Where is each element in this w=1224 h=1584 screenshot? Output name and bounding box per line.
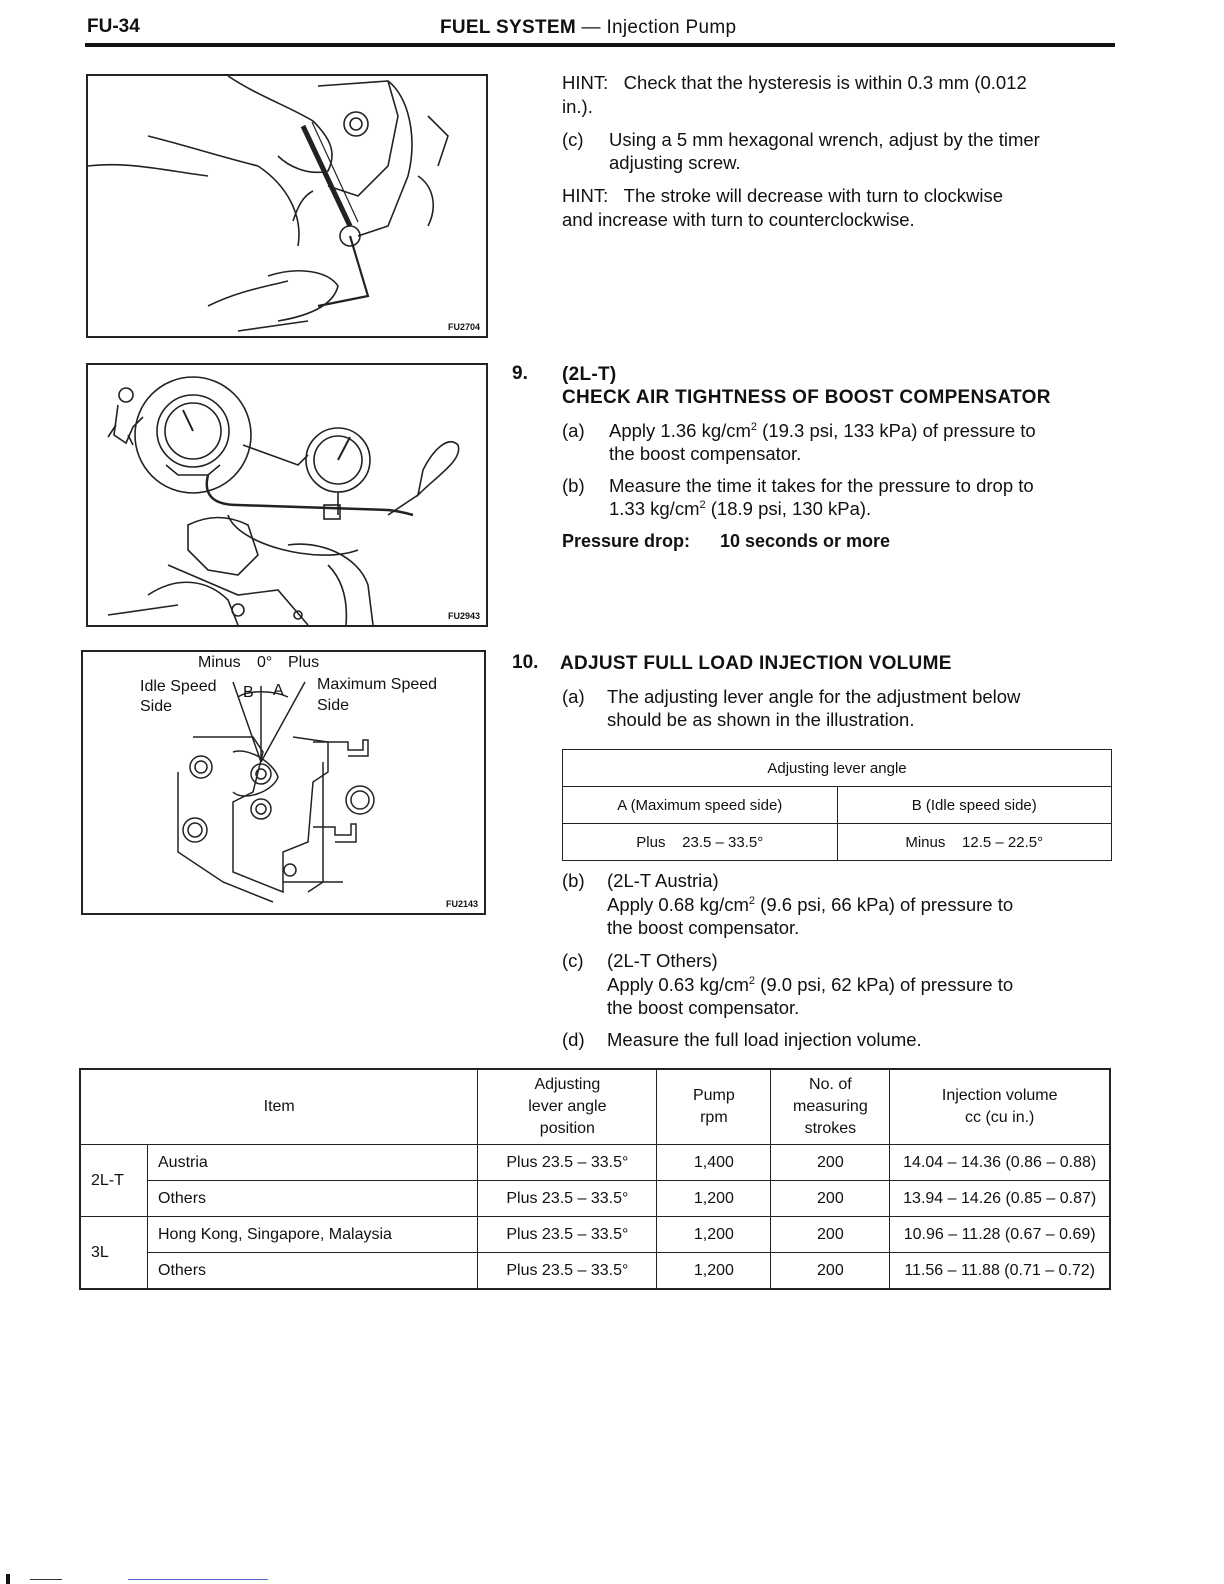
angle-cell: Plus 23.5 – 33.5° [478, 1145, 657, 1181]
step-10d-label: (d) [562, 1029, 585, 1050]
superscript: 2 [699, 499, 706, 511]
table-row [563, 750, 1112, 787]
step-9b-label: (b) [562, 475, 585, 496]
step-10a-label: (a) [562, 686, 585, 707]
step-10-title: ADJUST FULL LOAD INJECTION VOLUME [560, 653, 952, 674]
engine-cell: 3L [80, 1217, 148, 1290]
text-run: Apply 0.63 kg/cm [607, 974, 749, 995]
strokes-cell: 200 [771, 1181, 890, 1217]
header-injection-volume [890, 1069, 1110, 1145]
step-10d-text: Measure the full load injection volume. [607, 1029, 922, 1050]
wrench-illustration [88, 76, 486, 336]
volume-cell: 11.56 – 11.88 (0.71 – 0.72) [890, 1253, 1110, 1290]
step-10b-text [607, 893, 1013, 916]
section-title: FUEL SYSTEM [440, 17, 576, 38]
header-line: Injection volume [941, 1087, 1058, 1104]
header-line: No. of [809, 1076, 852, 1093]
figure-code: FU2704 [447, 322, 480, 332]
item-cell: Austria [148, 1145, 478, 1181]
figure-boost-gauge [86, 363, 488, 627]
header-lever-angle [478, 1069, 657, 1145]
step-10c-text [607, 973, 1013, 996]
text-run: (19.3 psi, 133 kPa) of pressure to [757, 420, 1036, 441]
label-idle-speed: Idle Speed [140, 678, 217, 695]
strokes-cell: 200 [771, 1253, 890, 1290]
scan-mark [6, 1574, 10, 1584]
hint-text: The stroke will decrease with turn to clockwise [623, 185, 1004, 206]
column-header-b: B (Idle speed side) [837, 787, 1112, 824]
spec-pressure-drop-label: Pressure drop: [562, 531, 691, 551]
figure-code: FU2143 [445, 899, 478, 909]
angle-a-cell [563, 824, 838, 861]
spec-pressure-drop-value: 10 seconds or more [720, 531, 891, 551]
step-10c-label: (c) [562, 950, 584, 971]
table-row [80, 1181, 1110, 1217]
rpm-cell: 1,200 [657, 1181, 771, 1217]
table-row [80, 1217, 1110, 1253]
hint-label: HINT: [562, 185, 609, 206]
step-9-title: CHECK AIR TIGHTNESS OF BOOST COMPENSATOR [562, 387, 1051, 408]
step-9-number: 9. [512, 363, 528, 384]
volume-cell: 10.96 – 11.28 (0.67 – 0.69) [890, 1217, 1110, 1253]
item-cell: Others [148, 1253, 478, 1290]
page-title [440, 17, 736, 39]
step-10-number: 10. [512, 652, 539, 673]
step-10b-model: (2L-T Austria) [607, 870, 719, 891]
header-line: rpm [700, 1109, 728, 1126]
strokes-cell: 200 [771, 1217, 890, 1253]
step-c-text: Using a 5 mm hexagonal wrench, adjust by the timer [609, 129, 1040, 150]
hint-stroke [562, 184, 1003, 207]
label-angle-b: B [243, 684, 254, 701]
figure-wrench-adjust [86, 74, 488, 338]
step-c-text-cont: adjusting screw. [609, 152, 741, 173]
table-row [80, 1253, 1110, 1290]
step-c-label: (c) [562, 129, 584, 150]
header-line: position [539, 1120, 595, 1137]
angle-prefix: Minus [905, 833, 946, 851]
superscript: 2 [750, 421, 758, 433]
label-minus: Minus [198, 654, 241, 671]
label-maximum-speed: Maximum Speed [317, 676, 438, 693]
rpm-cell: 1,400 [657, 1145, 771, 1181]
step-10c-text-cont: the boost compensator. [607, 997, 800, 1018]
hint-text: Check that the hysteresis is within 0.3 mm (0.012 [623, 72, 1027, 93]
superscript: 2 [748, 895, 756, 907]
header-pump-rpm [657, 1069, 771, 1145]
boost-gauge-illustration [88, 365, 486, 625]
text-run: (9.6 psi, 66 kPa) of pressure to [755, 894, 1014, 915]
injection-volume-table [79, 1068, 1111, 1290]
text-run: (9.0 psi, 62 kPa) of pressure to [755, 974, 1014, 995]
rpm-cell: 1,200 [657, 1217, 771, 1253]
angle-value: 23.5 – 33.5° [682, 833, 764, 851]
scan-mark [30, 1579, 62, 1580]
table-header: Adjusting lever angle [563, 750, 1112, 787]
label-idle-side: Side [140, 698, 173, 715]
step-10b-label: (b) [562, 870, 585, 891]
figure-lever-angle [81, 650, 486, 915]
angle-cell: Plus 23.5 – 33.5° [478, 1181, 657, 1217]
text-run: 1.33 kg/cm [609, 498, 700, 519]
label-plus: Plus [288, 654, 320, 671]
page-number: FU-34 [87, 16, 140, 37]
header-line: lever angle [528, 1098, 607, 1115]
column-header-a: A (Maximum speed side) [563, 787, 838, 824]
item-cell: Others [148, 1181, 478, 1217]
step-9b-text-cont [609, 497, 871, 520]
header-strokes [771, 1069, 890, 1145]
label-maximum-side: Side [317, 697, 350, 714]
superscript: 2 [748, 975, 756, 987]
text-run: Apply 0.68 kg/cm [607, 894, 749, 915]
header-rule [85, 43, 1115, 47]
hint-label: HINT: [562, 72, 609, 93]
table-header-row [80, 1069, 1110, 1145]
angle-cell: Plus 23.5 – 33.5° [478, 1253, 657, 1290]
step-9a-text-cont: the boost compensator. [609, 443, 802, 464]
angle-prefix: Plus [636, 833, 666, 851]
step-10c-model: (2L-T Others) [607, 950, 718, 971]
volume-cell: 13.94 – 14.26 (0.85 – 0.87) [890, 1181, 1110, 1217]
strokes-cell: 200 [771, 1145, 890, 1181]
header-line: measuring [793, 1098, 868, 1115]
angle-cell: Plus 23.5 – 33.5° [478, 1217, 657, 1253]
lever-angle-table [562, 749, 1112, 861]
step-10a-text-cont: should be as shown in the illustration. [607, 709, 915, 730]
header-line: strokes [804, 1120, 857, 1137]
item-cell: Hong Kong, Singapore, Malaysia [148, 1217, 478, 1253]
step-9-model: (2L-T) [562, 364, 617, 385]
text-run: (18.9 psi, 130 kPa). [705, 498, 872, 519]
angle-value: 12.5 – 22.5° [962, 833, 1044, 851]
header-line: cc (cu in.) [965, 1109, 1035, 1126]
table-row [80, 1145, 1110, 1181]
header-line: Adjusting [534, 1076, 601, 1093]
title-separator: — [575, 17, 607, 38]
angle-b-cell [837, 824, 1112, 861]
header-item: Item [80, 1069, 478, 1145]
engine-cell: 2L-T [80, 1145, 148, 1217]
step-10b-text-cont: the boost compensator. [607, 917, 800, 938]
hint-hysteresis-cont: in.). [562, 96, 593, 117]
table-row [563, 824, 1112, 861]
volume-cell: 14.04 – 14.36 (0.86 – 0.88) [890, 1145, 1110, 1181]
step-9a-label: (a) [562, 420, 585, 441]
figure-code: FU2943 [447, 611, 480, 621]
subsection-title: Injection Pump [606, 17, 737, 38]
hint-stroke-cont: and increase with turn to counterclockwise. [562, 209, 915, 230]
scan-mark [128, 1579, 268, 1580]
table-row [563, 787, 1112, 824]
text-run: Apply 1.36 kg/cm [609, 420, 751, 441]
hint-hysteresis [562, 71, 1027, 94]
rpm-cell: 1,200 [657, 1253, 771, 1290]
label-zero-degree: 0° [257, 654, 273, 671]
step-10a-text: The adjusting lever angle for the adjustment below [607, 686, 1021, 707]
step-9b-text: Measure the time it takes for the pressure to drop to [609, 475, 1034, 496]
step-9a-text [609, 419, 1036, 442]
header-line: Pump [692, 1087, 735, 1104]
label-angle-a: A [273, 682, 284, 699]
